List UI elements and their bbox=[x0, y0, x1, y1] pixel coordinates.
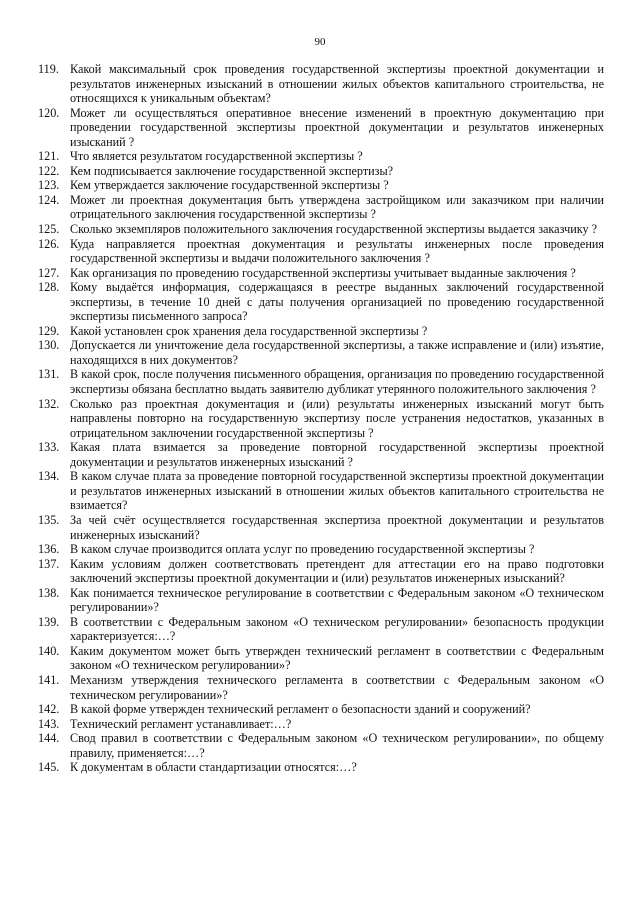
question-text: Может ли проектная документация быть утверждена застройщиком или заказчиком при наличии отрицательного заключения государственной экспертизы ? bbox=[70, 192, 604, 222]
question-text: Сколько экземпляров положительного заключения государственной экспертизы выдается заказчику ? bbox=[70, 222, 598, 237]
question-item bbox=[38, 717, 604, 732]
question-item bbox=[38, 644, 604, 673]
question-number: 127. bbox=[38, 265, 60, 280]
question-number: 141. bbox=[38, 672, 60, 687]
question-text: К документам в области стандартизации относятся:…? bbox=[70, 760, 357, 775]
question-number: 142. bbox=[38, 702, 60, 717]
question-item bbox=[38, 440, 604, 469]
question-text: Куда направляется проектная документация и результаты инженерных после проведения государственной экспертизы и выдачи положительного заключения ? bbox=[70, 236, 604, 266]
question-text: В какой срок, после получения письменного обращения, организация по проведению государственной экспертизы обязана бесплатно выдать заявителю дубликат утерянного положительного заключения ? bbox=[70, 367, 604, 397]
question-list bbox=[38, 62, 604, 775]
question-item bbox=[38, 469, 604, 513]
question-item bbox=[38, 62, 604, 106]
question-number: 130. bbox=[38, 338, 60, 353]
question-item bbox=[38, 673, 604, 702]
question-text: Какой установлен срок хранения дела государственной экспертизы ? bbox=[70, 323, 428, 338]
question-number: 124. bbox=[38, 192, 60, 207]
question-text: Кем подписывается заключение государственной экспертизы? bbox=[70, 163, 394, 178]
question-text: Допускается ли уничтожение дела государственной экспертизы, а также исправление и (или) изъятие, находящихся в них документов? bbox=[70, 338, 604, 367]
question-number: 144. bbox=[38, 731, 60, 746]
question-number: 128. bbox=[38, 280, 60, 295]
question-text: В каком случае производится оплата услуг по проведению государственной экспертизы ? bbox=[70, 542, 535, 557]
question-number: 138. bbox=[38, 585, 60, 600]
question-number: 132. bbox=[38, 396, 60, 411]
question-item bbox=[38, 397, 604, 441]
question-text: Какой максимальный срок проведения государственной экспертизы проектной документации и результатов инженерных изысканий в отношении жилых объектов капитального строительства, не относящихся к уникальным объектам? bbox=[70, 62, 604, 106]
question-item bbox=[38, 615, 604, 644]
question-item bbox=[38, 280, 604, 324]
question-item bbox=[38, 266, 604, 281]
question-text: Механизм утверждения технического регламента в соответствии с Федеральным законом «О техническом регулировании»? bbox=[70, 672, 604, 702]
question-text: В каком случае плата за проведение повторной государственной экспертизы проектной документации и результатов инженерных изысканий в отношении жилых объектов капитального строительства не взимается? bbox=[70, 469, 604, 513]
question-item bbox=[38, 324, 604, 339]
question-number: 123. bbox=[38, 178, 60, 193]
question-text: Как организация по проведению государственной экспертизы учитывает выданные заключения ? bbox=[70, 265, 576, 280]
question-item bbox=[38, 178, 604, 193]
question-item bbox=[38, 338, 604, 367]
question-item bbox=[38, 586, 604, 615]
question-text: Кем утверждается заключение государственной экспертизы ? bbox=[70, 178, 389, 193]
question-number: 120. bbox=[38, 105, 60, 120]
question-item bbox=[38, 702, 604, 717]
question-text: В какой форме утвержден технический регламент о безопасности зданий и сооружений? bbox=[70, 702, 531, 717]
question-number: 133. bbox=[38, 440, 60, 455]
question-item bbox=[38, 237, 604, 266]
question-text: Что является результатом государственной экспертизы ? bbox=[70, 149, 363, 164]
question-text: Кому выдаётся информация, содержащаяся в реестре выданных заключений государственной экспертизы, в течение 10 дней с даты получения организацией по проведению государственной экспертизы письменного запроса? bbox=[70, 280, 604, 324]
question-text: За чей счёт осуществляется государственная экспертиза проектной документации и результатов инженерных изысканий? bbox=[70, 512, 604, 542]
question-number: 137. bbox=[38, 556, 60, 571]
question-item bbox=[38, 557, 604, 586]
question-item bbox=[38, 513, 604, 542]
question-number: 129. bbox=[38, 323, 60, 338]
question-text: Какая плата взимается за проведение повторной государственной экспертизы проектной документации и результатов инженерных изысканий ? bbox=[70, 440, 604, 469]
question-text: Сколько раз проектная документация и (или) результаты инженерных изысканий могут быть направлены повторно на государственную экспертизу после устранения недостатков, указанных в отрицательном заключении государственной экспертизы ? bbox=[70, 396, 604, 440]
question-number: 143. bbox=[38, 716, 60, 731]
question-text: Может ли осуществляться оперативное внесение изменений в проектную документацию при проведении государственной экспертизы проектной документации и результатов инженерных изысканий ? bbox=[70, 105, 604, 149]
question-item bbox=[38, 542, 604, 557]
question-number: 139. bbox=[38, 614, 60, 629]
question-text: В соответствии с Федеральным законом «О техническом регулировании» безопасность продукции характеризуется:…? bbox=[70, 614, 604, 644]
question-number: 122. bbox=[38, 163, 60, 178]
question-number: 131. bbox=[38, 367, 60, 382]
question-text: Как понимается техническое регулирование в соответствии с Федеральным законом «О техническом регулировании»? bbox=[70, 585, 604, 615]
question-number: 134. bbox=[38, 469, 60, 484]
question-item bbox=[38, 760, 604, 775]
question-item bbox=[38, 193, 604, 222]
question-item bbox=[38, 731, 604, 760]
question-number: 119. bbox=[38, 62, 59, 76]
question-number: 126. bbox=[38, 236, 60, 251]
question-item bbox=[38, 367, 604, 396]
question-text: Каким документом может быть утвержден технический регламент в соответствии с Федеральным законом «О техническом регулировании»? bbox=[70, 643, 604, 673]
question-number: 121. bbox=[38, 149, 60, 164]
question-text: Технический регламент устанавливает:…? bbox=[70, 716, 292, 731]
question-number: 135. bbox=[38, 512, 60, 527]
question-item bbox=[38, 149, 604, 164]
question-item bbox=[38, 106, 604, 150]
question-item bbox=[38, 164, 604, 179]
question-item bbox=[38, 222, 604, 237]
question-text: Каким условиям должен соответствовать претендент для аттестации его на право подготовки заключений экспертизы проектной документации и (или) результатов инженерных изысканий? bbox=[70, 556, 604, 586]
question-number: 140. bbox=[38, 643, 60, 658]
question-number: 125. bbox=[38, 222, 60, 237]
question-number: 136. bbox=[38, 542, 60, 557]
question-number: 145. bbox=[38, 760, 60, 775]
question-text: Свод правил в соответствии с Федеральным законом «О техническом регулировании», по общему правилу, применяется:…? bbox=[70, 731, 604, 760]
page-number: 90 bbox=[314, 36, 326, 48]
